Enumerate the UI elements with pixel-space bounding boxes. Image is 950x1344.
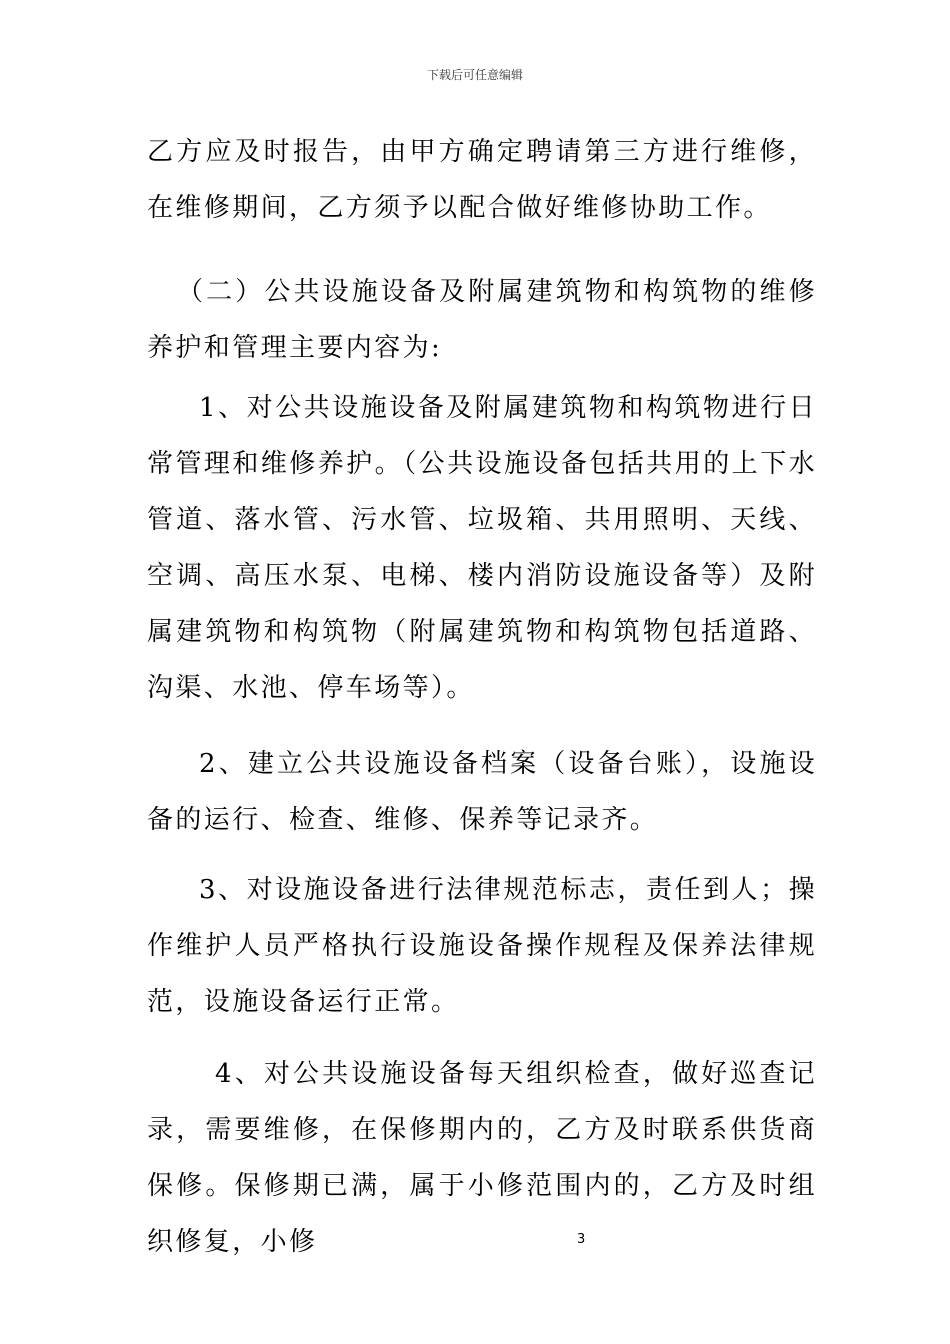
paragraph-item-3: 3、对设施设备进行法律规范标志，责任到人；操作维护人员严格执行设施设备操作规程及保养法律规范，设施设备运行正常。 (147, 875, 817, 1017)
page-header: 下载后可任意编辑 (426, 68, 523, 82)
paragraph-item-1: 1、对公共设施设备及附属建筑物和构筑物进行日常管理和维修养护。（公共设施设备包括共用的上下水管道、落水管、污水管、垃圾箱、共用照明、天线、空调、高压水泵、电梯、楼内消防设施设备等）及附属建筑物和构筑物（附属建筑物和构筑物包括道路、沟渠、水池、停车场等）。 (147, 393, 817, 703)
paragraph-item-2: 2、建立公共设施设备档案（设备台账），设施设备的运行、检查、维修、保养等记录齐。 (147, 749, 817, 835)
paragraph-item-4: 4、对公共设施设备每天组织检查，做好巡查记录，需要维修，在保修期内的，乙方及时联系供货商保修。保修期已满，属于小修范围内的，乙方及时组织修复，小修 (147, 1059, 817, 1257)
page-number: 3 (577, 1232, 586, 1247)
paragraph-section-two-heading: （二）公共设施设备及附属建筑物和构筑物的维修养护和管理主要内容为: (147, 277, 817, 363)
paragraph-repair-report: 乙方应及时报告，由甲方确定聘请第三方进行维修，在维修期间，乙方须予以配合做好维修协助工作。 (147, 137, 817, 223)
